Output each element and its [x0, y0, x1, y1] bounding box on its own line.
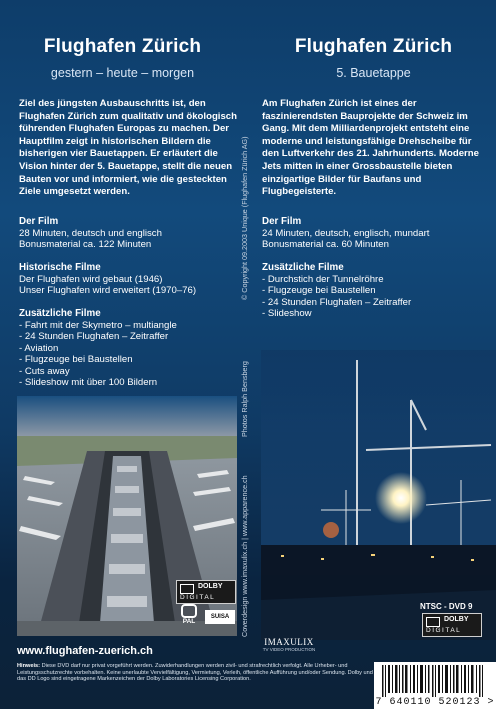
left-title: Flughafen Zürich [43, 36, 202, 57]
right-extra-line: - Flugzeuge bei Baustellen [262, 285, 376, 296]
night-construction-photo [261, 350, 496, 640]
right-film-heading: Der Film [262, 216, 302, 227]
left-extra-line: - Flugzeuge bei Baustellen [19, 354, 133, 365]
left-extra-heading: Zusätzliche Filme [19, 308, 101, 319]
digital-word: DIGITAL [426, 627, 462, 634]
left-hist-line: Der Flughafen wird gebaut (1946) [19, 273, 163, 285]
ntsc-label: NTSC - DVD 9 [420, 602, 473, 611]
right-intro: Am Flughafen Zürich ist eines der faszinierendsten Bauprojekte der Schweiz im Gang. Mit dem Milliardenprojekt entsteht eine moderne und leistungsfähige Drehscheibe für den Luftverkehr des 21. Jahrhunderts. Moderne Jets mitten in einer Grossbaustelle bieten einzigartige Bilder für Baufans und Flugbegeisterte. [262, 98, 479, 198]
pal-logo [178, 604, 200, 628]
left-extra-line: - 24 Stunden Flughafen – Zeitraffer [19, 331, 169, 342]
right-film-section [262, 216, 429, 251]
copyright-text: © Copyright 09.2003 Unique (Flughafen Zürich AG) [240, 136, 249, 300]
left-hist-line: Unser Flughafen wird erweitert (1970–76) [19, 285, 197, 296]
legal-notice-text: Diese DVD darf nur privat vorgeführt werden. Zuwiderhandlungen werden zivil- und strafrechtlich verfolgt. Alle Urheber- und Leistungsschutzrechte vorbehalten. Keine unerlaubte Vervielfältigung, Vermietung, Verleih, öffentliche Aufführung und/oder Sendung. Dolby und das DD Logo sind eingetragene Markenzeichen der Dolby Laboratories Licensing Corporation. [17, 663, 373, 683]
dolby-digital-logo-right [422, 613, 482, 637]
pal-word: PAL [182, 618, 196, 625]
imaxulix-word: IMAXULIX [264, 637, 314, 647]
left-film-line: Bonusmaterial ca. 122 Minuten [19, 239, 152, 250]
right-title: Flughafen Zürich [294, 36, 453, 57]
left-extra-line: - Cuts away [19, 365, 70, 377]
imaxulix-logo [258, 637, 320, 661]
tv-icon [181, 604, 197, 618]
right-film-line: 24 Minuten, deutsch, englisch, mundart [262, 227, 430, 239]
right-extra-line: - Durchstich der Tunnelröhre [262, 273, 384, 285]
digital-word: DIGITAL [180, 594, 216, 601]
left-hist-heading: Historische Filme [19, 262, 101, 273]
suisa-logo: SUISA [205, 610, 235, 624]
right-extra-section [262, 262, 411, 320]
imaxulix-sub: TV VIDEO PRODUCTION [262, 647, 316, 652]
left-extra-section [19, 308, 177, 389]
left-film-line: 28 Minuten, deutsch und englisch [19, 227, 162, 239]
barcode-bars [374, 662, 496, 698]
photos-credit-text: Photos Ralph Bensberg [240, 361, 249, 437]
left-extra-line: - Aviation [19, 342, 59, 354]
left-film-heading: Der Film [19, 216, 59, 227]
double-d-icon [426, 617, 440, 627]
right-subtitle: 5. Bauetappe [336, 66, 411, 80]
legal-notice-label: Hinweis: [17, 663, 41, 669]
legal-notice [17, 663, 377, 683]
left-film-section [19, 216, 162, 251]
website-url: www.flughafen-zuerich.ch [17, 645, 153, 657]
right-extra-line: - Slideshow [262, 308, 312, 319]
right-film-line: Bonusmaterial ca. 60 Minuten [262, 239, 389, 250]
right-extra-line: - 24 Stunden Flughafen – Zeitraffer [262, 296, 412, 308]
dolby-digital-logo [176, 580, 236, 604]
left-hist-section [19, 262, 196, 297]
left-subtitle: gestern – heute – morgen [50, 66, 195, 80]
left-intro: Ziel des jüngsten Ausbauschritts ist, den Flughafen Zürich zum qualitativ und ökologisch führenden Flughafen Europas zu machen. Der Hauptfilm zeigt in historischen Bildern die bisherigen vier Bauetappen. Er erläutert die Vision hinter der 5. Bauetappe, stellt die neuen Bauten vor und informiert, wie die gesteckten Ziele umgesetzt werden. [19, 98, 237, 198]
right-extra-heading: Zusätzliche Filme [262, 262, 344, 273]
construction-cranes-illustration [261, 350, 496, 640]
barcode [374, 662, 496, 709]
double-d-icon [180, 584, 194, 594]
dolby-word: DOLBY [444, 616, 469, 623]
barcode-number: 7 640110 520123 > [375, 697, 495, 708]
dolby-word: DOLBY [198, 583, 223, 590]
left-extra-line: - Fahrt mit der Skymetro – multiangle [19, 319, 177, 331]
left-extra-line: - Slideshow mit über 100 Bildern [19, 377, 158, 388]
coverdesign-text: Coverdesign www.imaxulix.ch | www.apparence.ch [240, 475, 249, 637]
